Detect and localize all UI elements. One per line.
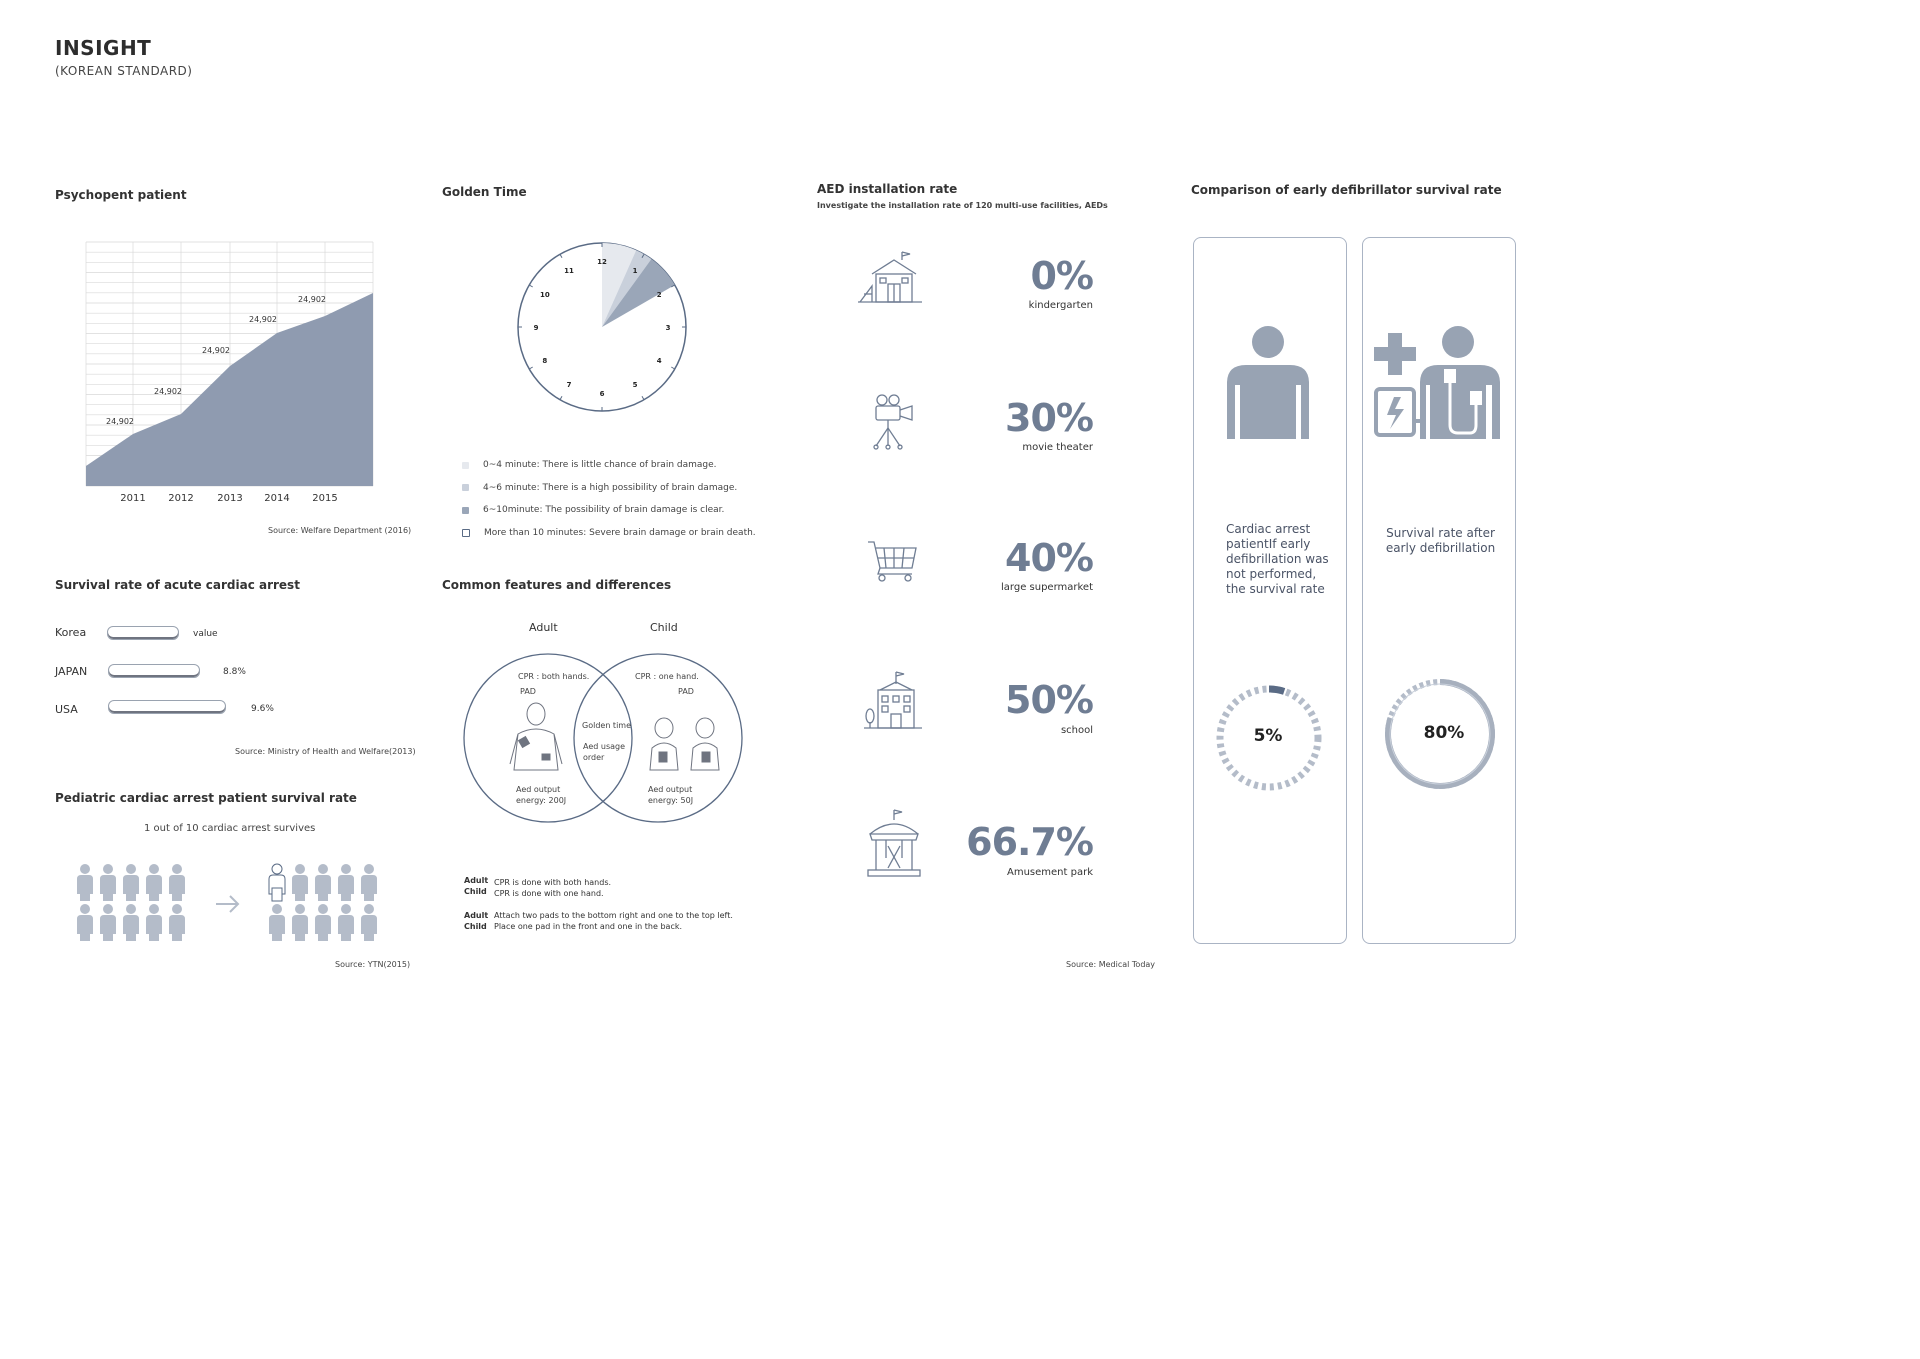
survival-5pct-arc xyxy=(1269,689,1284,691)
aed-value-school: 50% xyxy=(1005,678,1093,722)
person-icon xyxy=(338,864,354,901)
note-label-child: Child xyxy=(464,887,487,896)
order-text: order xyxy=(583,753,605,762)
carousel-icon xyxy=(864,808,924,880)
clock-number: 5 xyxy=(632,381,638,390)
clock-number: 2 xyxy=(656,291,662,299)
data-label: 24,902 xyxy=(202,346,230,355)
clock-number: 1 xyxy=(632,266,638,275)
survival-title: Survival rate of acute cardiac arrest xyxy=(55,578,300,592)
aed-subtitle: Investigate the installation rate of 120 multi-use facilities, AEDs xyxy=(817,201,1108,210)
child-label: Child xyxy=(650,621,678,634)
school-building-icon xyxy=(858,250,924,306)
people-group-after xyxy=(269,864,377,941)
person-icon xyxy=(146,904,162,941)
legend-item xyxy=(462,477,782,500)
clock-number: 7 xyxy=(566,381,572,390)
child-figures-icon xyxy=(650,718,719,770)
note-label-adult: Adult xyxy=(464,876,489,885)
aed-label-school: school xyxy=(1060,725,1093,736)
clock-number: 8 xyxy=(542,357,548,365)
child-cpr: CPR : one hand. xyxy=(635,672,699,681)
no-defibrillation-text: Cardiac arrest patientIf early defibrillation was not performed, the survival rate xyxy=(1226,522,1329,596)
pediatric-source: Source: YTN(2015) xyxy=(335,960,411,969)
person-icon xyxy=(77,904,93,941)
child-energy-2: energy: 50J xyxy=(648,796,694,805)
adult-label: Adult xyxy=(529,621,558,634)
aed-value-amusement-park: 66.7% xyxy=(966,820,1093,864)
adult-figure-icon xyxy=(510,703,562,770)
survival-5pct-value: 5% xyxy=(1253,726,1283,746)
person-icon xyxy=(100,864,116,901)
child-pad: PAD xyxy=(678,687,694,696)
person-icon xyxy=(169,864,185,901)
person-icon xyxy=(315,864,331,901)
comparison-title: Comparison of early defibrillator survival rate xyxy=(1191,183,1502,197)
data-label: 24,902 xyxy=(106,417,134,426)
defibrillator-person-icon xyxy=(1374,325,1506,440)
adult-energy-1: Aed output xyxy=(516,785,561,794)
people-group-before xyxy=(77,864,185,941)
psychopent-area-chart xyxy=(55,230,395,510)
psychopent-title: Psychopent patient xyxy=(55,188,187,202)
venn-diagram xyxy=(462,652,746,826)
early-defibrillation-text: Survival rate after early defibrillation xyxy=(1385,526,1496,555)
clock-number: 10 xyxy=(539,291,550,299)
page-subtitle: (KOREAN STANDARD) xyxy=(55,64,193,78)
clock-number: 9 xyxy=(533,324,539,332)
aed-value-movie-theater: 30% xyxy=(1005,396,1093,440)
person-icon xyxy=(1224,325,1314,440)
aed-usage-text: Aed usage xyxy=(583,742,626,751)
survival-source: Source: Ministry of Health and Welfare(2013) xyxy=(235,747,416,756)
note-label-adult: Adult xyxy=(464,911,489,920)
x-tick-label: 2015 xyxy=(312,493,338,504)
person-icon xyxy=(361,864,377,901)
legend-swatch xyxy=(462,462,469,469)
pediatric-title: Pediatric cardiac arrest patient survival rate xyxy=(55,791,357,805)
person-icon xyxy=(292,904,308,941)
legend-text: 6~10minute: The possibility of brain damage is clear. xyxy=(483,505,725,516)
person-icon xyxy=(269,904,285,941)
legend-swatch xyxy=(462,529,470,537)
value-japan: 8.8% xyxy=(223,667,246,677)
note-text: CPR is done with both hands. xyxy=(494,878,612,887)
pediatric-people-grid xyxy=(72,860,392,944)
note-2-labels xyxy=(464,910,488,932)
legend-text: 4~6 minute: There is a high possibility of brain damage. xyxy=(483,482,738,493)
data-label: 24,902 xyxy=(298,295,326,304)
golden-time-clock xyxy=(510,235,695,420)
bar-japan xyxy=(108,664,200,678)
pediatric-caption: 1 out of 10 cardiac arrest survives xyxy=(144,823,316,834)
person-icon xyxy=(77,864,93,901)
note-text: CPR is done with one hand. xyxy=(494,889,604,898)
x-tick-label: 2014 xyxy=(264,493,290,504)
arrow-right-icon xyxy=(216,896,238,912)
x-tick-label: 2012 xyxy=(168,493,194,504)
aed-label-amusement-park: Amusement park xyxy=(1007,867,1093,878)
country-usa: USA xyxy=(55,703,78,716)
person-icon xyxy=(292,864,308,901)
legend-item xyxy=(462,522,782,545)
person-icon xyxy=(338,904,354,941)
note-text: Place one pad in the front and one in the back. xyxy=(494,922,683,931)
aed-source: Source: Medical Today xyxy=(1066,960,1156,969)
adult-energy-2: energy: 200J xyxy=(516,796,567,805)
person-icon xyxy=(123,864,139,901)
person-icon xyxy=(169,904,185,941)
school-icon xyxy=(864,670,924,734)
x-tick-labels xyxy=(120,493,337,504)
person-icon xyxy=(146,864,162,901)
clock-number: 4 xyxy=(656,357,662,365)
data-label: 24,902 xyxy=(249,315,277,324)
golden-time-text: Golden time xyxy=(582,721,632,730)
clock-number: 6 xyxy=(599,390,605,398)
legend-item xyxy=(462,454,782,477)
child-energy-1: Aed output xyxy=(648,785,693,794)
legend-item xyxy=(462,499,782,522)
country-japan: JAPAN xyxy=(55,665,88,678)
golden-time-title: Golden Time xyxy=(442,185,527,199)
movie-camera-icon xyxy=(868,392,918,452)
value-usa: 9.6% xyxy=(251,704,274,714)
page-title: INSIGHT xyxy=(55,36,152,60)
person-icon xyxy=(315,904,331,941)
bar-usa xyxy=(108,700,226,714)
note-1-labels xyxy=(464,875,488,897)
survival-80pct-value: 80% xyxy=(1423,723,1465,743)
survivor-person-icon xyxy=(269,864,285,901)
x-tick-label: 2013 xyxy=(217,493,243,504)
clock-number: 3 xyxy=(665,324,671,332)
x-tick-label: 2011 xyxy=(120,493,146,504)
aed-label-movie-theater: movie theater xyxy=(1022,442,1093,453)
legend-text: More than 10 minutes: Severe brain damage or brain death. xyxy=(484,527,756,538)
note-1-text xyxy=(494,877,611,899)
clock-number: 12 xyxy=(597,258,607,266)
person-icon xyxy=(361,904,377,941)
note-text: Attach two pads to the bottom right and one to the top left. xyxy=(494,911,733,920)
aed-label-supermarket: large supermarket xyxy=(1001,582,1093,593)
area-series xyxy=(86,293,373,486)
data-label: 24,902 xyxy=(154,387,182,396)
aed-label-kindergarten: kindergarten xyxy=(1028,300,1093,311)
adult-pad: PAD xyxy=(520,687,536,696)
shopping-cart-icon xyxy=(866,540,920,584)
person-icon xyxy=(100,904,116,941)
legend-swatch xyxy=(462,507,469,514)
clock-number: 11 xyxy=(564,266,574,275)
person-icon xyxy=(123,904,139,941)
golden-time-legend xyxy=(462,454,782,544)
legend-swatch xyxy=(462,484,469,491)
legend-text: 0~4 minute: There is little chance of brain damage. xyxy=(483,460,717,471)
country-korea: Korea xyxy=(55,626,87,639)
note-2-text xyxy=(494,910,733,932)
aed-value-supermarket: 40% xyxy=(1005,536,1093,580)
note-label-child: Child xyxy=(464,922,487,931)
aed-title: AED installation rate xyxy=(817,182,958,196)
value-korea: value xyxy=(193,629,218,639)
bar-korea xyxy=(107,626,179,640)
common-title: Common features and differences xyxy=(442,578,672,592)
aed-value-kindergarten: 0% xyxy=(1030,254,1093,298)
adult-cpr: CPR : both hands. xyxy=(518,672,590,681)
psychopent-source: Source: Welfare Department (2016) xyxy=(268,526,412,535)
